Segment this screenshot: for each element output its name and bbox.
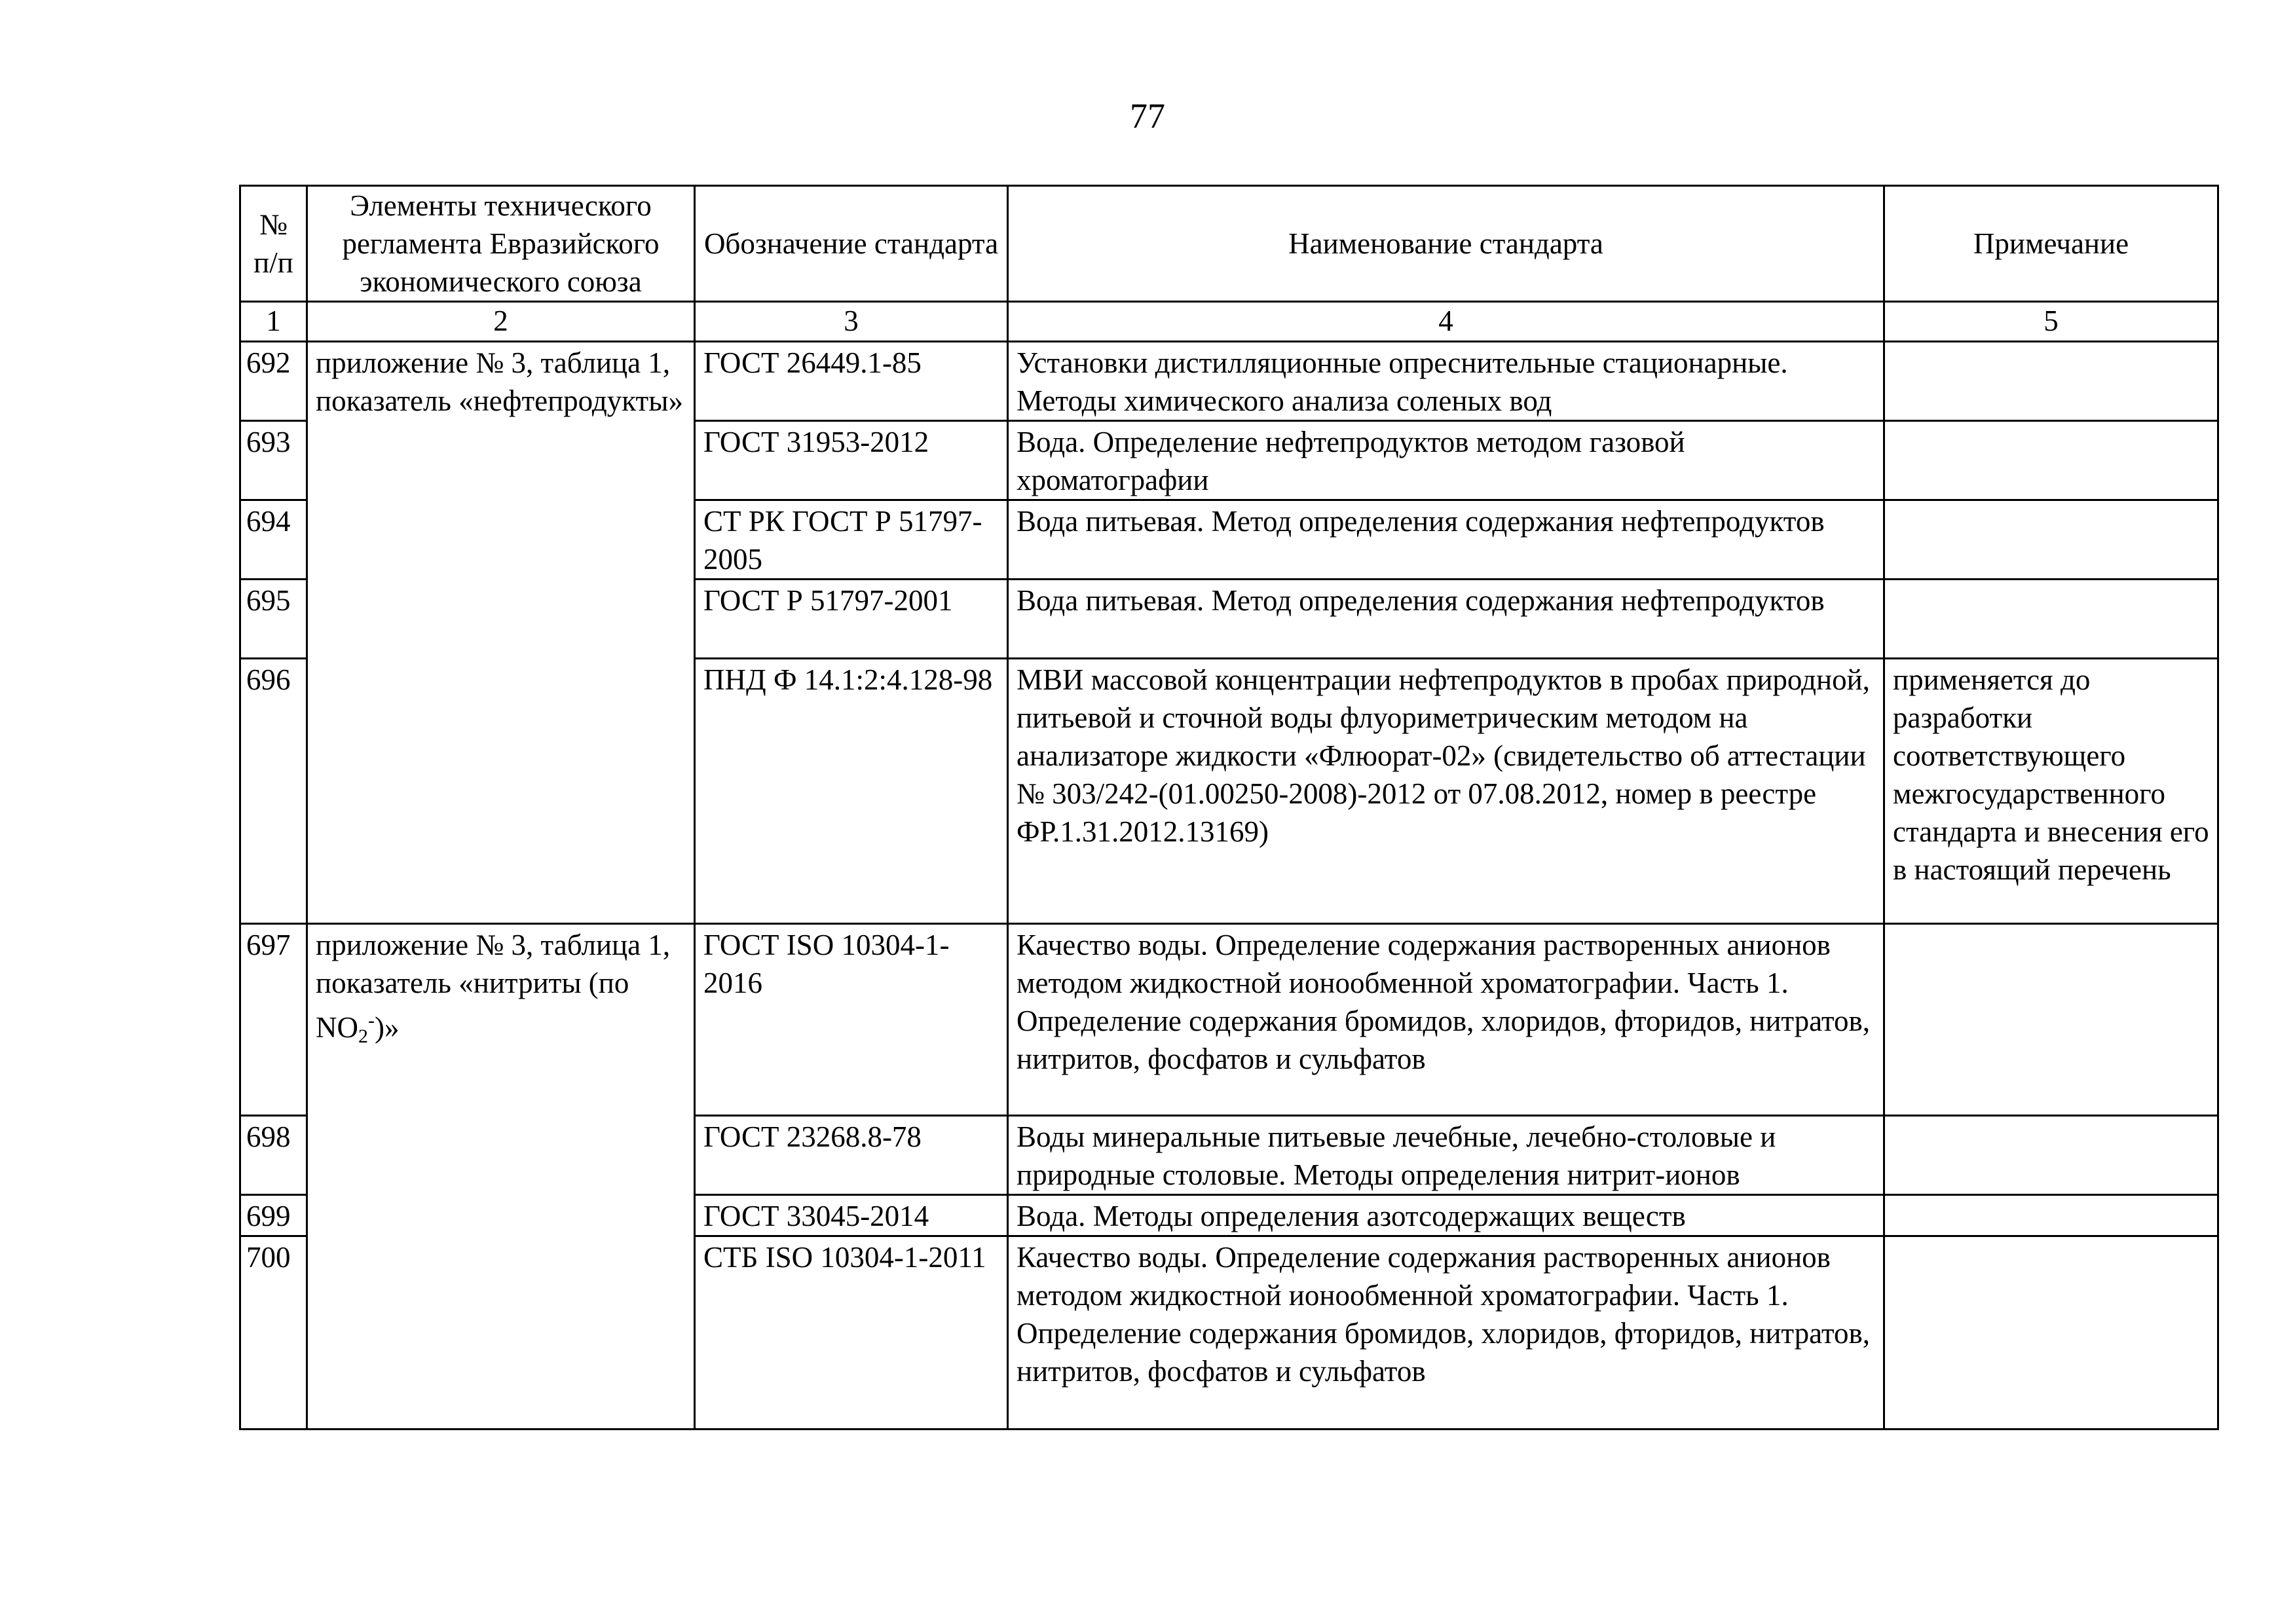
- note: применяется до разработки соответствующего межгосударственного стандарта и внесения его в настоящий перечень: [1884, 659, 2218, 924]
- note: [1884, 580, 2218, 659]
- table-row: [240, 342, 2218, 421]
- standard-designation: СТБ ISO 10304-1-2011: [695, 1236, 1008, 1430]
- header-note: Примечание: [1884, 186, 2218, 302]
- row-number: 697: [240, 924, 307, 1116]
- row-number: 698: [240, 1116, 307, 1195]
- column-number-row: [240, 302, 2218, 342]
- regulation-element: [307, 924, 695, 1430]
- element-text: приложение № 3, таблица 1, показатель «нитриты (по NO: [316, 929, 671, 1044]
- element-superscript: -: [368, 1010, 375, 1031]
- standard-designation: ГОСТ Р 51797-2001: [695, 580, 1008, 659]
- header-element: Элементы технического регламента Евразийского экономического союза: [307, 186, 695, 302]
- standard-name: Установки дистилляционные опреснительные стационарные. Методы химического анализа соленых вод: [1008, 342, 1884, 421]
- standard-name: МВИ массовой концентрации нефтепродуктов в пробах природной, питьевой и сточной воды флуориметрическим методом на анализаторе жидкости «Флюорат-02» (свидетельство об аттестации № 303/242-(01.00250-2008)-2012 от 07.08.2012, номер в реестре ФР.1.31.2012.13169): [1008, 659, 1884, 924]
- standard-name: Вода. Методы определения азотсодержащих веществ: [1008, 1195, 1884, 1236]
- standard-designation: ГОСТ 31953-2012: [695, 421, 1008, 500]
- note: [1884, 924, 2218, 1116]
- row-number: 700: [240, 1236, 307, 1430]
- header-name: Наименование стандарта: [1008, 186, 1884, 302]
- standard-designation: ГОСТ 33045-2014: [695, 1195, 1008, 1236]
- note: [1884, 1236, 2218, 1430]
- standard-name: Качество воды. Определение содержания растворенных анионов методом жидкостной ионообменной хроматографии. Часть 1. Определение содержания бромидов, хлоридов, фторидов, нитратов, нитритов, фосфатов и сульфатов: [1008, 924, 1884, 1116]
- standard-designation: СТ РК ГОСТ Р 51797-2005: [695, 500, 1008, 580]
- row-number: 694: [240, 500, 307, 580]
- row-number: 692: [240, 342, 307, 421]
- regulation-element: приложение № 3, таблица 1, показатель «нефтепродукты»: [307, 342, 695, 924]
- standard-designation: ГОСТ 23268.8-78: [695, 1116, 1008, 1195]
- standard-designation: ПНД Ф 14.1:2:4.128-98: [695, 659, 1008, 924]
- header-num: № п/п: [240, 186, 307, 302]
- header-row: [240, 186, 2218, 302]
- note: [1884, 342, 2218, 421]
- header-designation: Обозначение стандарта: [695, 186, 1008, 302]
- column-number: 5: [1884, 302, 2218, 342]
- page-number: 77: [1130, 96, 1165, 136]
- standard-name: Качество воды. Определение содержания растворенных анионов методом жидкостной ионообменной хроматографии. Часть 1. Определение содержания бромидов, хлоридов, фторидов, нитратов, нитритов, фосфатов и сульфатов: [1008, 1236, 1884, 1430]
- standard-designation: ГОСТ ISO 10304-1-2016: [695, 924, 1008, 1116]
- column-number: 4: [1008, 302, 1884, 342]
- element-subscript: 2: [358, 1025, 368, 1047]
- row-number: 693: [240, 421, 307, 500]
- standard-name: Вода питьевая. Метод определения содержания нефтепродуктов: [1008, 500, 1884, 580]
- row-number: 699: [240, 1195, 307, 1236]
- column-number: 2: [307, 302, 695, 342]
- standard-designation: ГОСТ 26449.1-85: [695, 342, 1008, 421]
- standard-name: Вода. Определение нефтепродуктов методом газовой хроматографии: [1008, 421, 1884, 500]
- note: [1884, 500, 2218, 580]
- note: [1884, 1195, 2218, 1236]
- column-number: 3: [695, 302, 1008, 342]
- row-number: 696: [240, 659, 307, 924]
- note: [1884, 1116, 2218, 1195]
- table-row: [240, 924, 2218, 1116]
- row-number: 695: [240, 580, 307, 659]
- standard-name: Воды минеральные питьевые лечебные, лечебно-столовые и природные столовые. Методы определения нитрит-ионов: [1008, 1116, 1884, 1195]
- column-number: 1: [240, 302, 307, 342]
- standard-name: Вода питьевая. Метод определения содержания нефтепродуктов: [1008, 580, 1884, 659]
- note: [1884, 421, 2218, 500]
- standards-table: [239, 185, 2219, 1430]
- element-text-end: )»: [375, 1011, 400, 1044]
